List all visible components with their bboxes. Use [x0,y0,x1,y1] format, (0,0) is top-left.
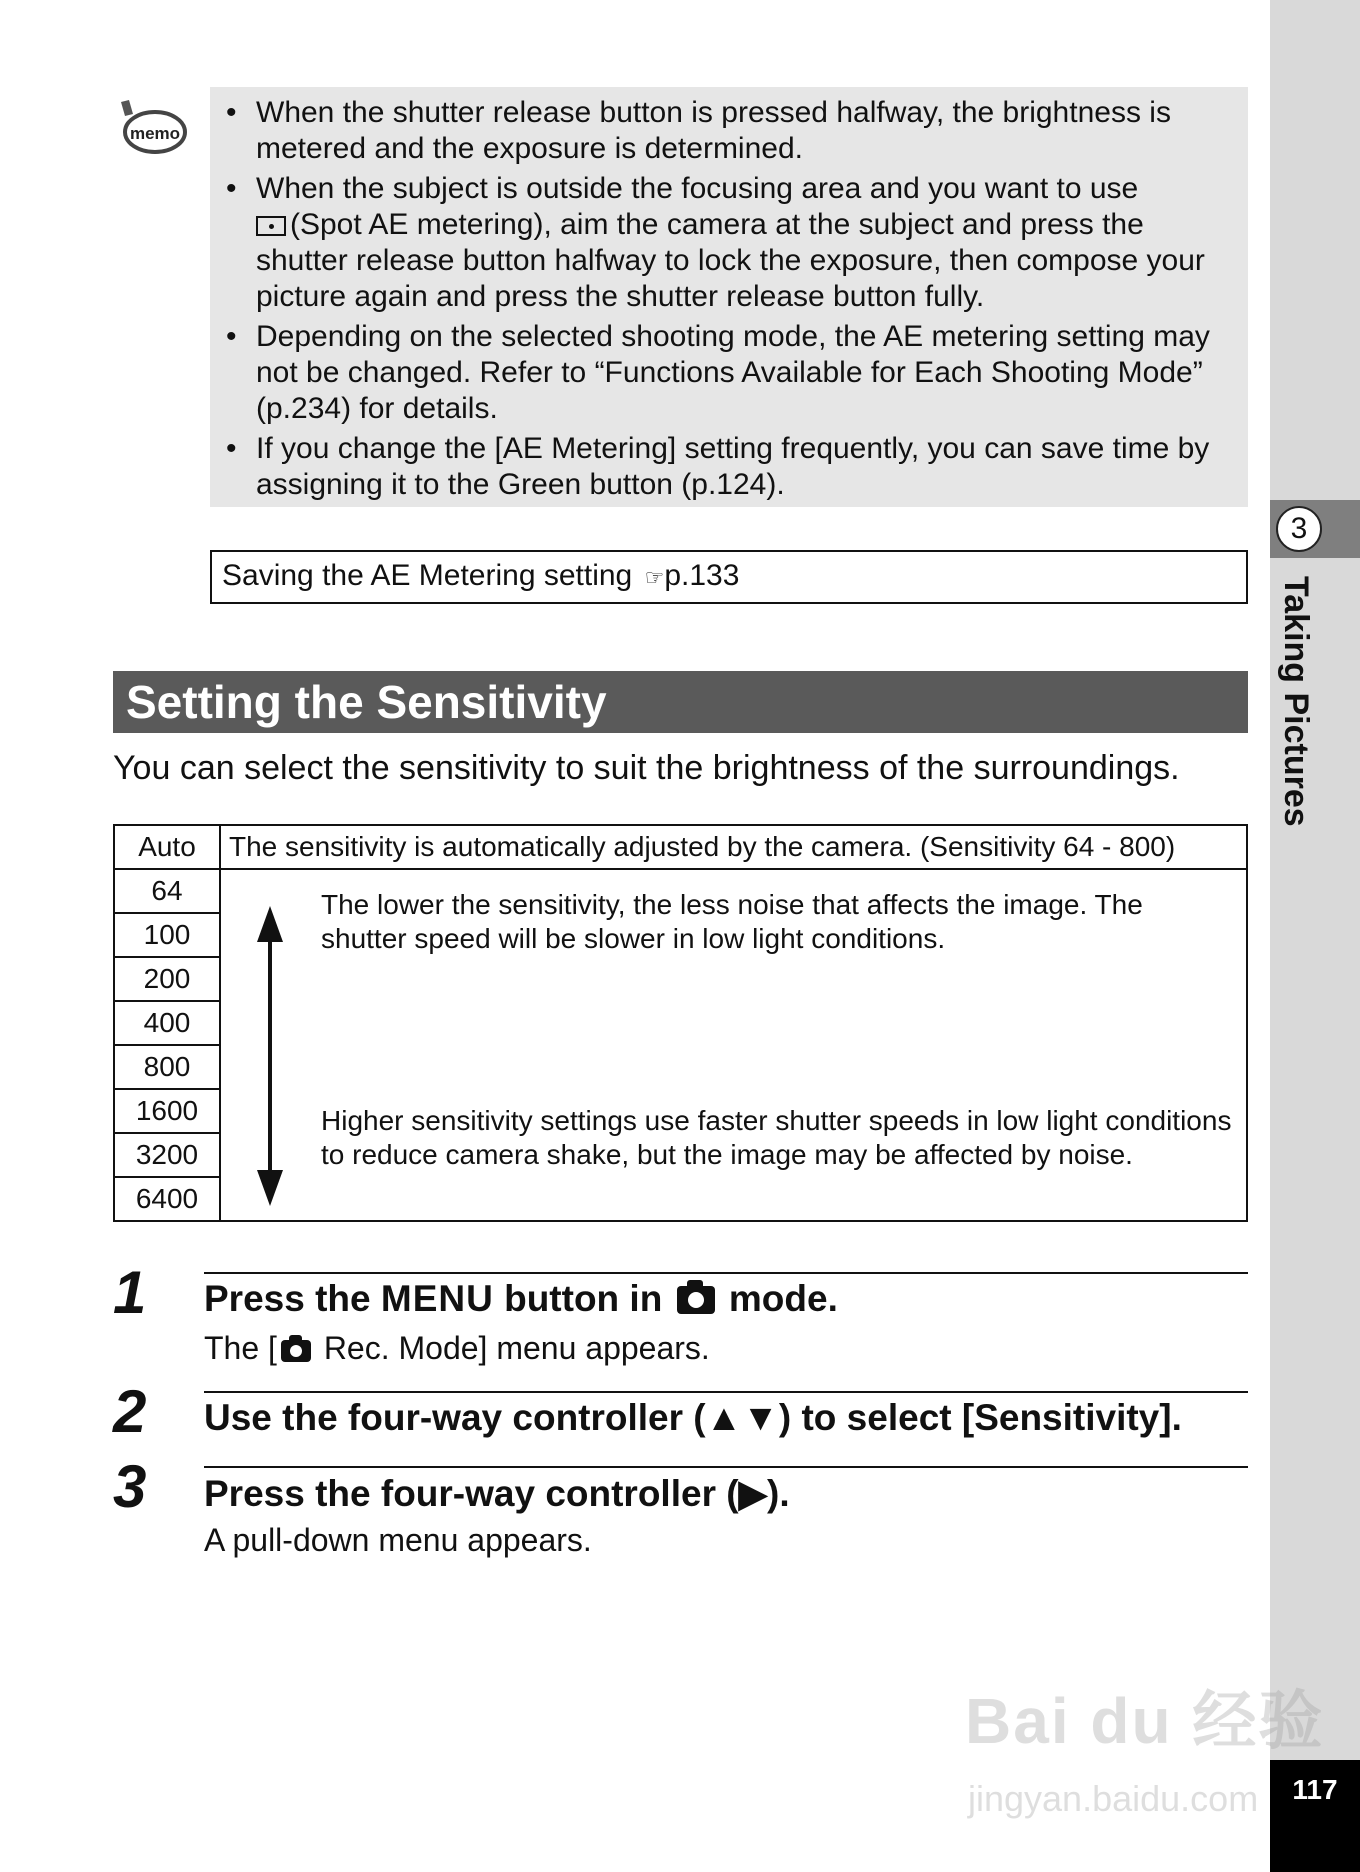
step-title: Press the four-way controller (▶). [204,1473,790,1514]
high-sensitivity-text: Higher sensitivity settings use faster shutter speeds in low light conditions to reduce camera shake, but the image may be affected by noise. [321,1105,1232,1170]
step-title-part: Press the [204,1278,381,1319]
step-number: 2 [113,1378,147,1445]
memo-bullet-prefix: When the subject is outside the focusing area and you want to use [256,172,1139,205]
sensitivity-value: 100 [114,913,220,957]
chapter-number: 3 [1276,506,1322,552]
step-number: 1 [113,1259,147,1326]
step-divider [204,1272,1248,1274]
memo-bullet-rest: (Spot AE metering), aim the camera at the subject and press the shutter release button halfway to lock the exposure, then compose your picture again and press the shutter release button fully. [256,208,1205,313]
reference-text: Saving the AE Metering setting [222,559,633,592]
memo-icon [115,98,187,158]
double-arrow-icon [257,906,283,1206]
sensitivity-value: 3200 [114,1133,220,1177]
sensitivity-range-description [220,869,1247,1221]
memo-bullet: • Depending on the selected shooting mode, the AE metering setting may not be changed. Refer to “Functions Available for Each Shooting Mode” (p.234) for details. [256,319,1228,427]
step-description: A pull-down menu appears. [204,1522,592,1558]
spot-metering-icon [256,216,286,236]
memo-bullet: • If you change the [AE Metering] setting frequently, you can save time by assigning it to the Green button (p.124). [256,431,1228,503]
memo-bullet [256,171,1228,315]
pointing-hand-icon: ☞ [644,565,665,590]
sensitivity-value: Auto [114,825,220,869]
step-title-part: button in [493,1278,673,1319]
sensitivity-description: The sensitivity is automatically adjusted by the camera. (Sensitivity 64 - 800) [220,825,1247,869]
camera-icon [281,1340,311,1362]
table-row [114,825,1247,869]
reference-page-link[interactable]: p.133 [664,559,740,592]
table-row [114,869,1247,913]
page-number: 117 [1270,1760,1360,1872]
reference-box [210,550,1248,604]
camera-icon [677,1286,715,1314]
menu-button-label: MENU [380,1278,494,1319]
section-intro: You can select the sensitivity to suit the brightness of the surroundings. [113,749,1180,787]
memo-bullet: • When the shutter release button is pressed halfway, the brightness is metered and the exposure is determined. [256,95,1228,167]
sensitivity-table [113,824,1248,1222]
watermark-logo: Bai du 经验 [965,1685,1325,1757]
sensitivity-value: 400 [114,1001,220,1045]
chapter-sidebar [1270,0,1360,1872]
sensitivity-value: 6400 [114,1177,220,1221]
step-divider [204,1391,1248,1393]
sensitivity-value: 1600 [114,1089,220,1133]
low-sensitivity-text: The lower the sensitivity, the less noise that affects the image. The shutter speed will be slower in low light conditions. [321,889,1143,954]
section-title: Setting the Sensitivity [126,676,607,728]
memo-box [210,87,1248,507]
sensitivity-value: 64 [114,869,220,913]
step-divider [204,1466,1248,1468]
step-title-part: mode. [718,1278,838,1319]
step-number: 3 [113,1453,147,1520]
sensitivity-value: 800 [114,1045,220,1089]
memo-icon-label: memo [129,124,181,143]
step-desc-part: The [ [204,1330,277,1366]
step-description [204,1330,710,1367]
sensitivity-value: 200 [114,957,220,1001]
step-desc-part: Rec. Mode] menu appears. [314,1330,710,1366]
step-title [204,1278,838,1320]
watermark-url: jingyan.baidu.com [968,1778,1259,1819]
step-title: Use the four-way controller (▲▼) to select [Sensitivity]. [204,1397,1182,1438]
chapter-title: Taking Pictures [1277,576,1315,827]
